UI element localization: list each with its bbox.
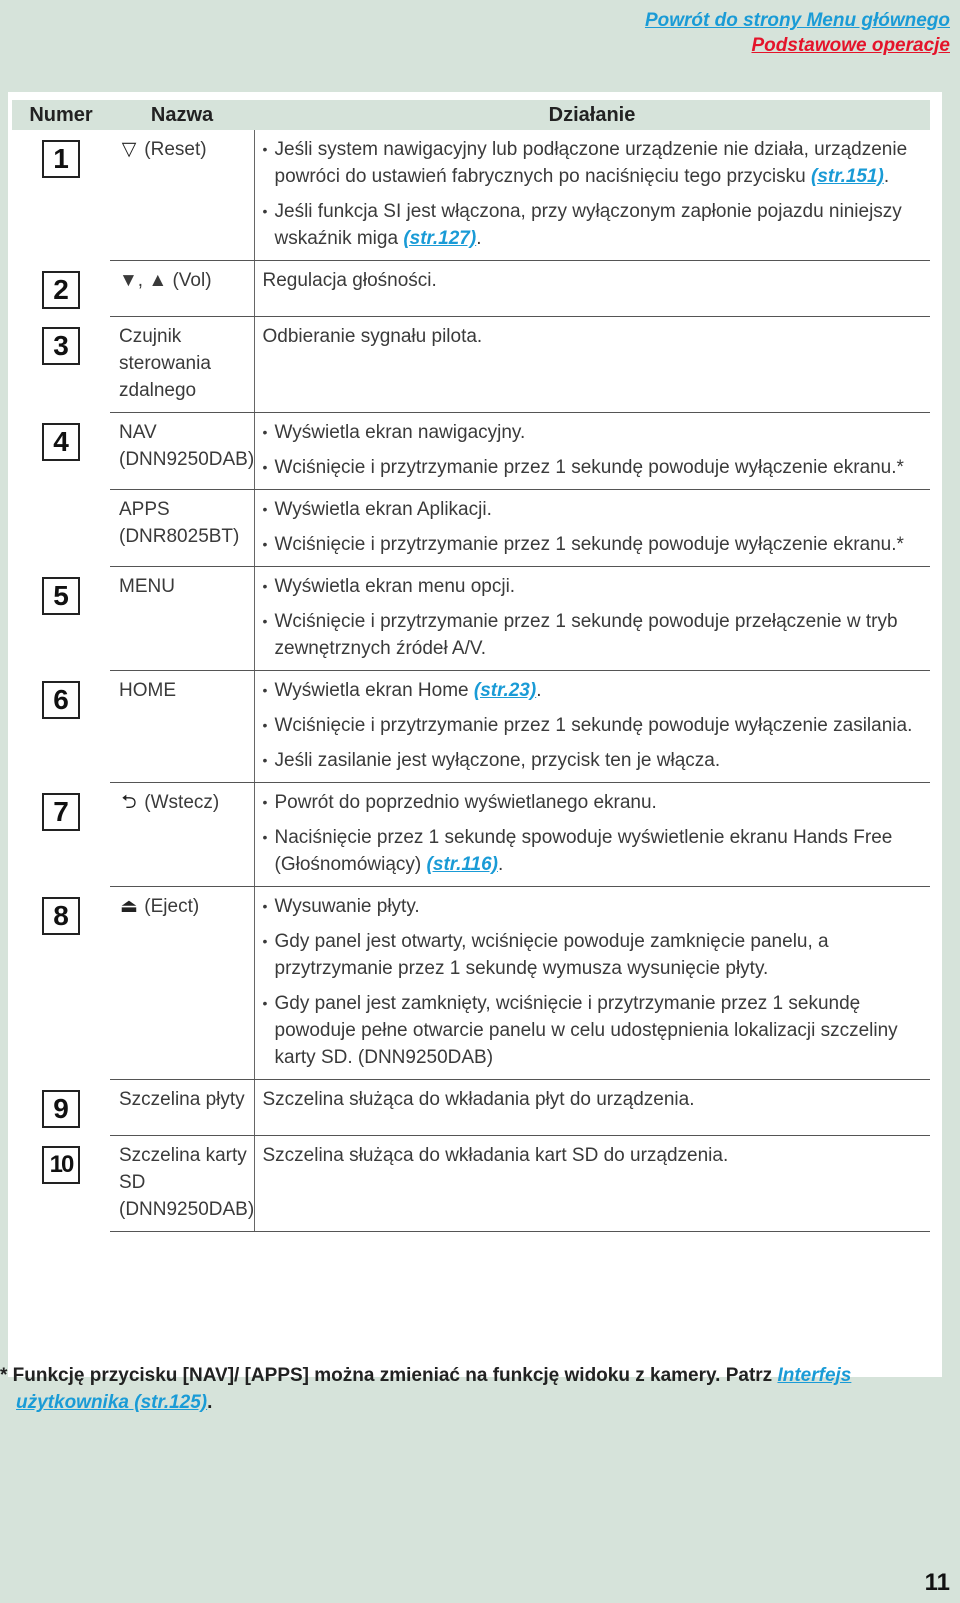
list-item: • Gdy panel jest zamknięty, wciśnięcie i przytrzymanie przez 1 sekundę powoduje pełne otwarcie panelu w celu udostępnienia lokalizacji szczeliny karty SD. (DNN9250DAB) [263, 990, 925, 1071]
row-name: MENU [110, 567, 254, 671]
number-badge: 2 [42, 271, 80, 309]
number-badge: 5 [42, 577, 80, 615]
number-badge: 3 [42, 327, 80, 365]
table-row [12, 130, 930, 261]
list-item: • Wciśnięcie i przytrzymanie przez 1 sekundę powoduje wyłączenie ekranu.* [263, 454, 925, 481]
table-row [12, 261, 930, 317]
row-name: Szczelina karty SD (DNN9250DAB) [110, 1136, 254, 1232]
volume-arrows-icon: ▼, ▲ [119, 270, 168, 291]
list-item: • Wyświetla ekran nawigacyjny. [263, 419, 925, 446]
list-item: • Naciśnięcie przez 1 sekundę spowoduje wyświetlenie ekranu Hands Free (Głośnomówiący) (str.116). [263, 824, 925, 878]
list-item: • Wciśnięcie i przytrzymanie przez 1 sekundę powoduje wyłączenie zasilania. [263, 712, 925, 739]
table-row [12, 887, 930, 1080]
page-ref-link[interactable]: (str.116) [426, 854, 499, 875]
row-action: Regulacja głośności. [254, 261, 930, 317]
table-row [12, 317, 930, 413]
header-name: Nazwa [110, 100, 254, 130]
table-row [12, 413, 930, 490]
list-item: • Wyświetla ekran Home (str.23). [263, 677, 925, 704]
number-badge: 1 [42, 140, 80, 178]
back-arrow-icon: ⮌ [121, 792, 137, 813]
table-row [12, 490, 930, 567]
footnote: * Funkcję przycisku [NAV]/ [APPS] można zmieniać na funkcję widoku z kamery. Patrz Interfejs użytkownika (str.125). [0, 1365, 852, 1413]
number-badge: 4 [42, 423, 80, 461]
list-item: • Wciśnięcie i przytrzymanie przez 1 sekundę powoduje przełączenie w tryb zewnętrznych źródeł A/V. [263, 608, 925, 662]
content-panel [8, 92, 942, 1377]
row-name: HOME [110, 671, 254, 783]
table-row [12, 567, 930, 671]
row-action: Szczelina służąca do wkładania płyt do urządzenia. [254, 1080, 930, 1136]
row-name: (Eject) [144, 896, 200, 917]
header-nav [645, 8, 950, 58]
row-action: Odbieranie sygnału pilota. [254, 317, 930, 413]
number-badge: 7 [42, 793, 80, 831]
list-item: • Jeśli zasilanie jest wyłączone, przycisk ten je włącza. [263, 747, 925, 774]
number-badge: 6 [42, 681, 80, 719]
header-number: Numer [12, 100, 110, 130]
eject-icon: ⏏ [120, 896, 138, 917]
list-item: • Powrót do poprzednio wyświetlanego ekranu. [263, 789, 925, 816]
row-name: NAV (DNN9250DAB) [110, 413, 254, 490]
row-name: (Vol) [172, 270, 212, 291]
page-number: 11 [924, 1569, 950, 1596]
table-row [12, 1136, 930, 1232]
number-badge: 8 [42, 897, 80, 935]
list-item: • Jeśli system nawigacyjny lub podłączone urządzenie nie działa, urządzenie powróci do ustawień fabrycznych po naciśnięciu tego przycisku (str.151). [263, 136, 925, 190]
row-name: (Reset) [144, 139, 207, 160]
list-item: • Wyświetla ekran menu opcji. [263, 573, 925, 600]
list-item: • Wciśnięcie i przytrzymanie przez 1 sekundę powoduje wyłączenie ekranu.* [263, 531, 925, 558]
row-name: (Wstecz) [144, 792, 220, 813]
buttons-table [12, 100, 930, 1232]
basic-operations-link[interactable]: Podstawowe operacje [751, 35, 950, 56]
header-action: Działanie [254, 100, 930, 130]
table-row [12, 783, 930, 887]
table-row [12, 671, 930, 783]
row-name: Czujnik sterowania zdalnego [110, 317, 254, 413]
row-name: Szczelina płyty [110, 1080, 254, 1136]
row-action: Szczelina służąca do wkładania kart SD do urządzenia. [254, 1136, 930, 1232]
number-badge: 9 [42, 1090, 80, 1128]
list-item: • Jeśli funkcja SI jest włączona, przy wyłączonym zapłonie pojazdu niniejszy wskaźnik miga (str.127). [263, 198, 925, 252]
table-row [12, 1080, 930, 1136]
main-menu-link[interactable]: Powrót do strony Menu głównego [644, 10, 950, 31]
row-name: APPS (DNR8025BT) [110, 490, 254, 567]
interface-link[interactable]: Interfejs [777, 1365, 852, 1386]
number-badge: 10 [42, 1146, 80, 1184]
interface-link[interactable]: użytkownika (str.125) [16, 1392, 208, 1413]
table-header [12, 100, 930, 130]
page-ref-link[interactable]: (str.151) [811, 166, 884, 187]
list-item: • Wyświetla ekran Aplikacji. [263, 496, 925, 523]
list-item: • Wysuwanie płyty. [263, 893, 925, 920]
page-ref-link[interactable]: (str.127) [403, 228, 477, 249]
list-item: • Gdy panel jest otwarty, wciśnięcie powoduje zamknięcie panelu, a przytrzymanie przez 1 sekundę wymusza wysunięcie płyty. [263, 928, 925, 982]
page-ref-link[interactable]: (str.23) [473, 680, 537, 701]
reset-triangle-icon: ▽ [121, 139, 137, 160]
